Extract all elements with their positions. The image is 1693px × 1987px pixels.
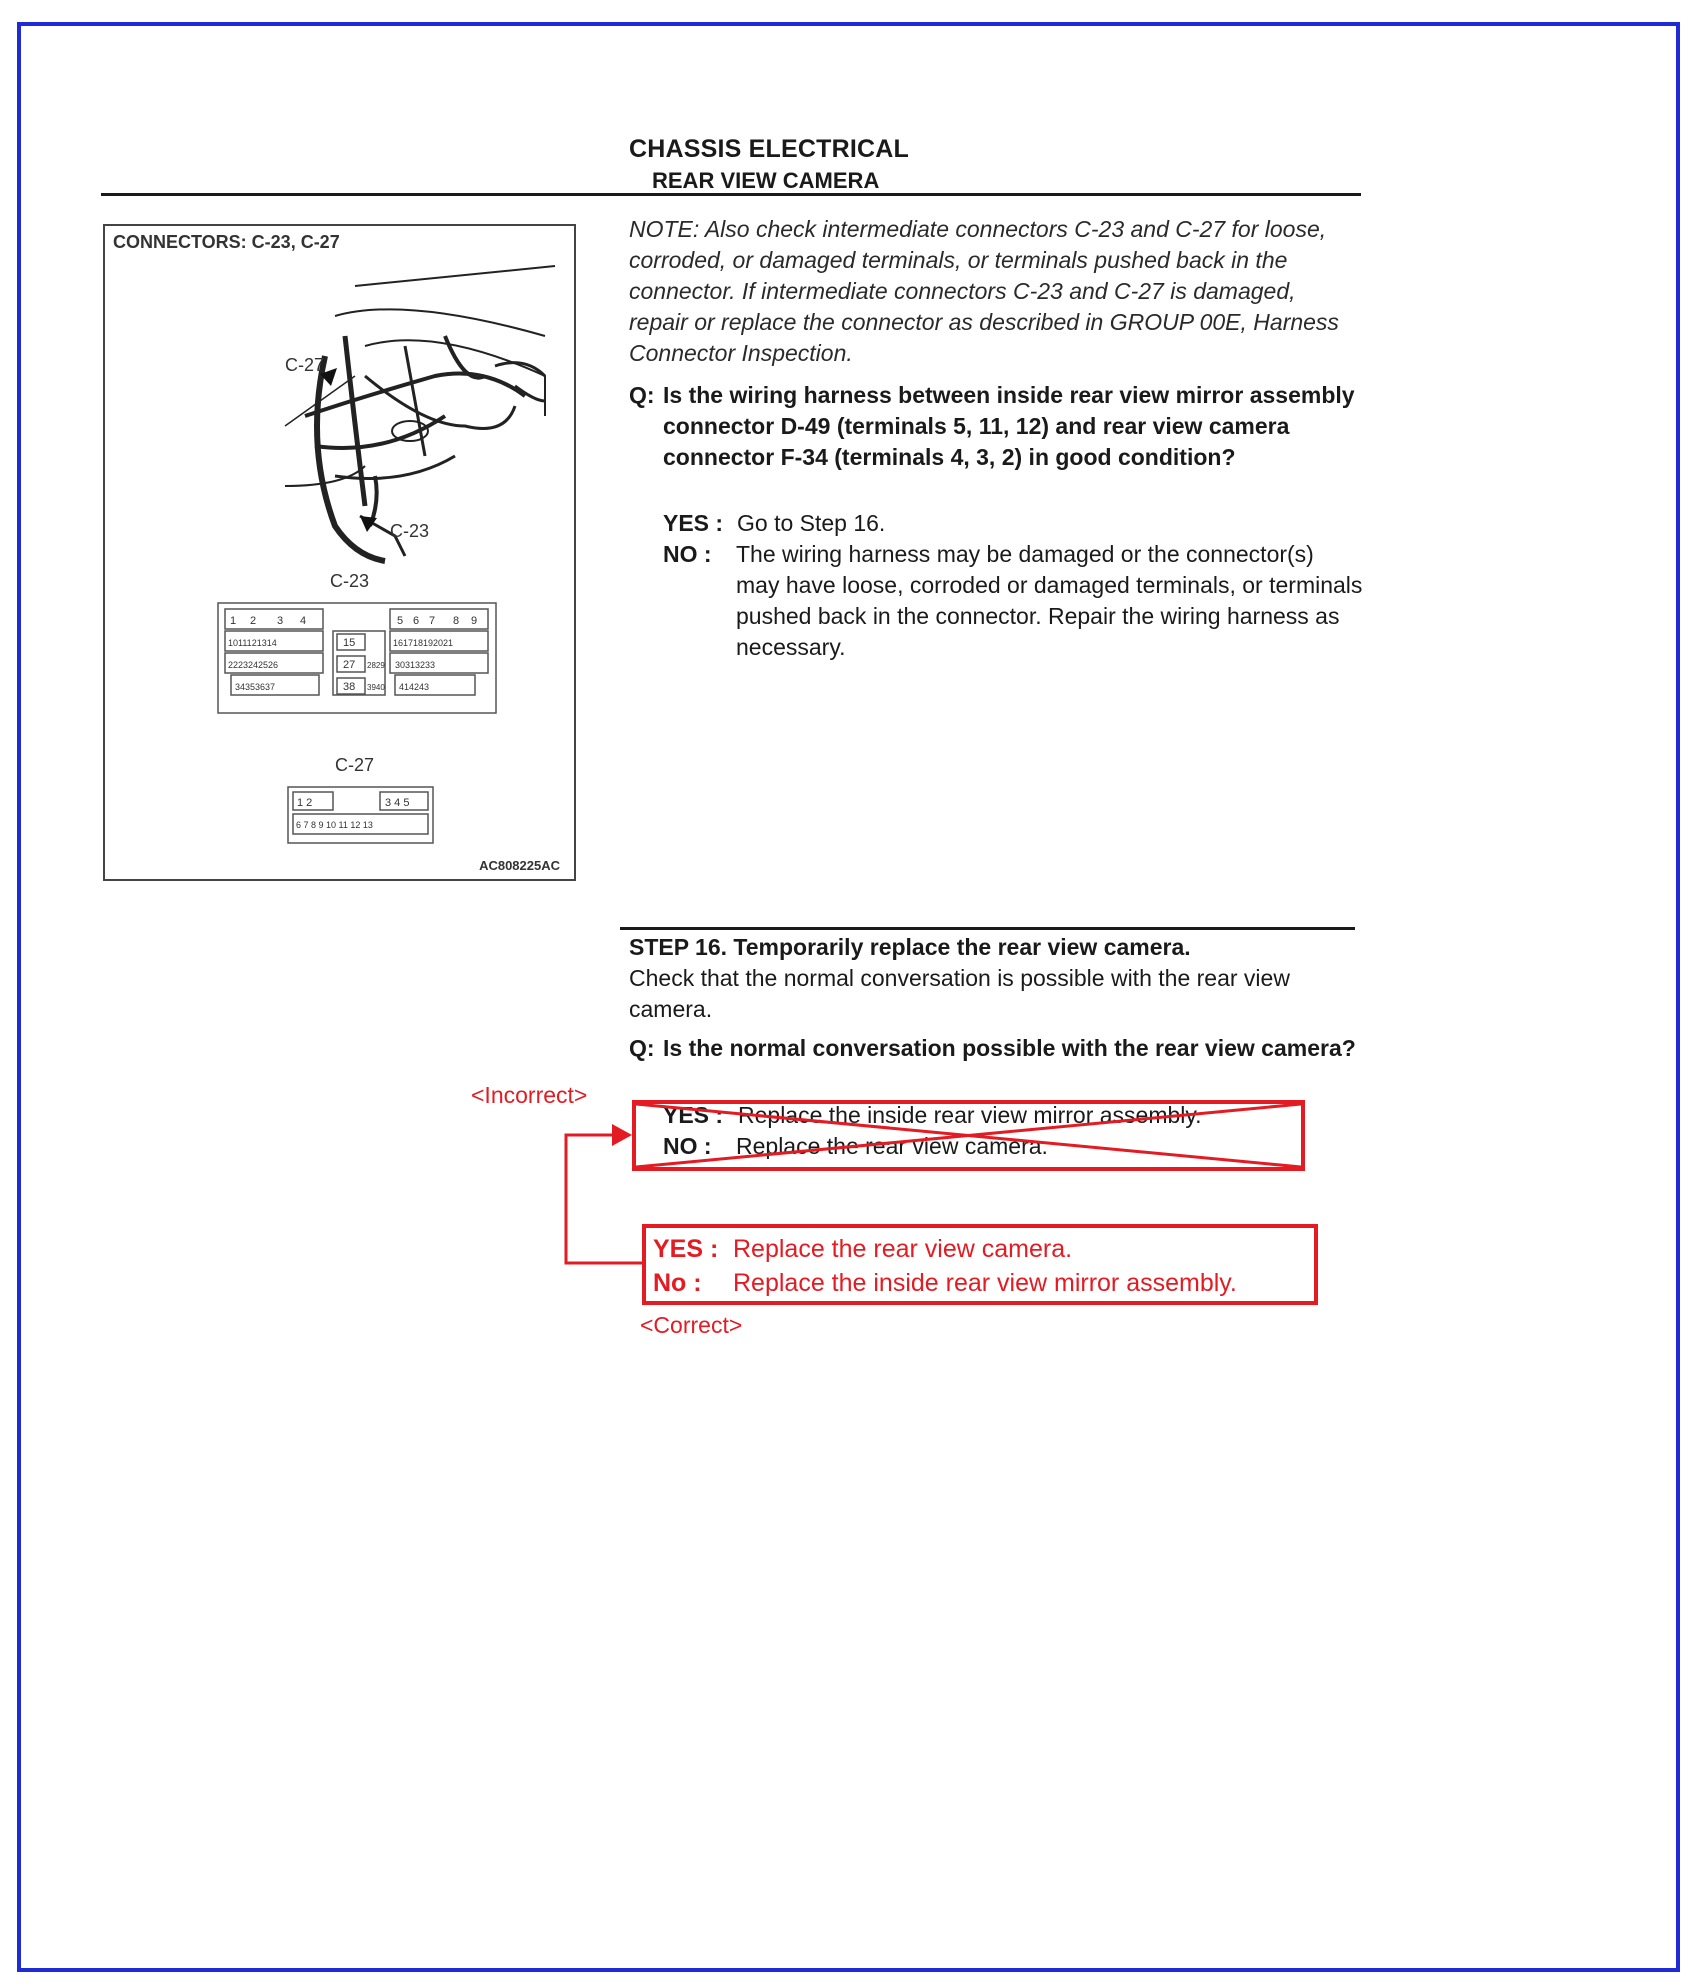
callout-c27: C-27 bbox=[285, 355, 325, 375]
connector-c27 bbox=[288, 787, 433, 843]
correct-no bbox=[653, 1266, 1314, 1300]
c23-row3-right: 30313233 bbox=[395, 660, 436, 670]
subsection-title: REAR VIEW CAMERA bbox=[652, 168, 880, 193]
c27-top-left: 1 2 bbox=[297, 797, 313, 809]
harness-illustration bbox=[285, 266, 555, 561]
c23-pin-9: 9 bbox=[471, 615, 478, 627]
c23-row2-right: 161718192021 bbox=[393, 638, 454, 648]
incorrect-box bbox=[632, 1100, 1305, 1171]
c23-pin-6: 6 bbox=[413, 615, 420, 627]
c23-center-1: 15 bbox=[343, 637, 356, 649]
step-rule bbox=[620, 927, 1355, 930]
no-key: NO : bbox=[663, 541, 712, 567]
c23-pin-3: 3 bbox=[277, 615, 284, 627]
c23-row2-left: 1011121314 bbox=[228, 638, 277, 648]
section-title: CHASSIS ELECTRICAL bbox=[629, 135, 910, 163]
correct-yes bbox=[653, 1232, 1314, 1266]
c23-center-2: 27 bbox=[343, 659, 356, 671]
question-2-text: Is the normal conversation possible with the rear view camera? bbox=[663, 1035, 1356, 1061]
correct-box bbox=[642, 1224, 1318, 1305]
figure-label: CONNECTORS: C-23, C-27 bbox=[113, 232, 340, 252]
yes-key: YES : bbox=[663, 1102, 724, 1128]
question-1-no bbox=[663, 539, 1363, 663]
correct-no-key: No : bbox=[653, 1269, 702, 1297]
step-16 bbox=[629, 932, 1359, 1025]
caption-c27: C-27 bbox=[335, 755, 375, 775]
c27-top-right: 3 4 5 bbox=[385, 797, 410, 809]
c23-pins-1-4: 1 bbox=[230, 615, 237, 627]
question-2 bbox=[629, 1033, 1359, 1064]
yes-text: Go to Step 16. bbox=[737, 510, 886, 536]
c23-center-2b: 2829 bbox=[367, 661, 385, 670]
c27-bottom: 6 7 8 9 10 11 12 13 bbox=[296, 820, 373, 830]
correct-yes-key: YES : bbox=[653, 1235, 719, 1263]
c23-pin-2: 2 bbox=[250, 615, 257, 627]
no-text: Replace the rear view camera. bbox=[736, 1133, 1048, 1159]
c23-center-3: 38 bbox=[343, 681, 356, 693]
note-text: NOTE: Also check intermediate connectors C-23 and C-27 for loose, corroded, or damaged terminals, or terminals pushed back in the connector. If intermediate connectors C-23 and C-27 is damaged, repair or replace the connector as described in GROUP 00E, Harness Connector Inspection. bbox=[629, 216, 1339, 366]
c23-pin-4: 4 bbox=[300, 615, 307, 627]
header-rule bbox=[101, 193, 1361, 196]
c23-center-3b: 3940 bbox=[367, 683, 385, 692]
question-2-label: Q: bbox=[629, 1035, 655, 1061]
c23-pin-8: 8 bbox=[453, 615, 460, 627]
correct-no-text: Replace the inside rear view mirror assembly. bbox=[733, 1269, 1237, 1297]
page-header bbox=[629, 135, 909, 194]
c23-pin-5: 5 bbox=[397, 615, 404, 627]
correct-yes-text: Replace the rear view camera. bbox=[733, 1235, 1073, 1263]
c23-row4-right: 414243 bbox=[399, 682, 430, 692]
c23-row3-left: 2223242526 bbox=[228, 660, 279, 670]
callout-c23: C-23 bbox=[390, 521, 430, 541]
no-text: The wiring harness may be damaged or the connector(s) may have loose, corroded or damaged terminals, or terminals pushed back in the connector. Repair the wiring harness as necessary. bbox=[736, 541, 1363, 660]
incorrect-label: <Incorrect> bbox=[471, 1082, 588, 1108]
question-1-text: Is the wiring harness between inside rear view mirror assembly connector D-49 (terminals 5, 11, 12) and rear view camera connector F-34 (terminals 4, 3, 2) in good condition? bbox=[663, 382, 1355, 470]
yes-key: YES : bbox=[663, 510, 724, 536]
figure-code: AC808225AC bbox=[479, 858, 560, 873]
question-1-yes bbox=[663, 508, 885, 539]
connector-figure bbox=[103, 224, 576, 881]
correct-label: <Correct> bbox=[640, 1312, 743, 1338]
yes-text: Replace the inside rear view mirror assembly. bbox=[738, 1102, 1202, 1128]
step-16-title: STEP 16. Temporarily replace the rear view camera. bbox=[629, 934, 1191, 960]
step-16-body: Check that the normal conversation is possible with the rear view camera. bbox=[629, 965, 1290, 1022]
question-1 bbox=[629, 380, 1359, 473]
connector-drawing bbox=[105, 226, 578, 883]
c23-row4-left: 34353637 bbox=[235, 682, 276, 692]
question-1-label: Q: bbox=[629, 382, 655, 408]
caption-c23: C-23 bbox=[330, 571, 370, 591]
no-key: NO : bbox=[663, 1133, 712, 1159]
c23-pin-7: 7 bbox=[429, 615, 436, 627]
